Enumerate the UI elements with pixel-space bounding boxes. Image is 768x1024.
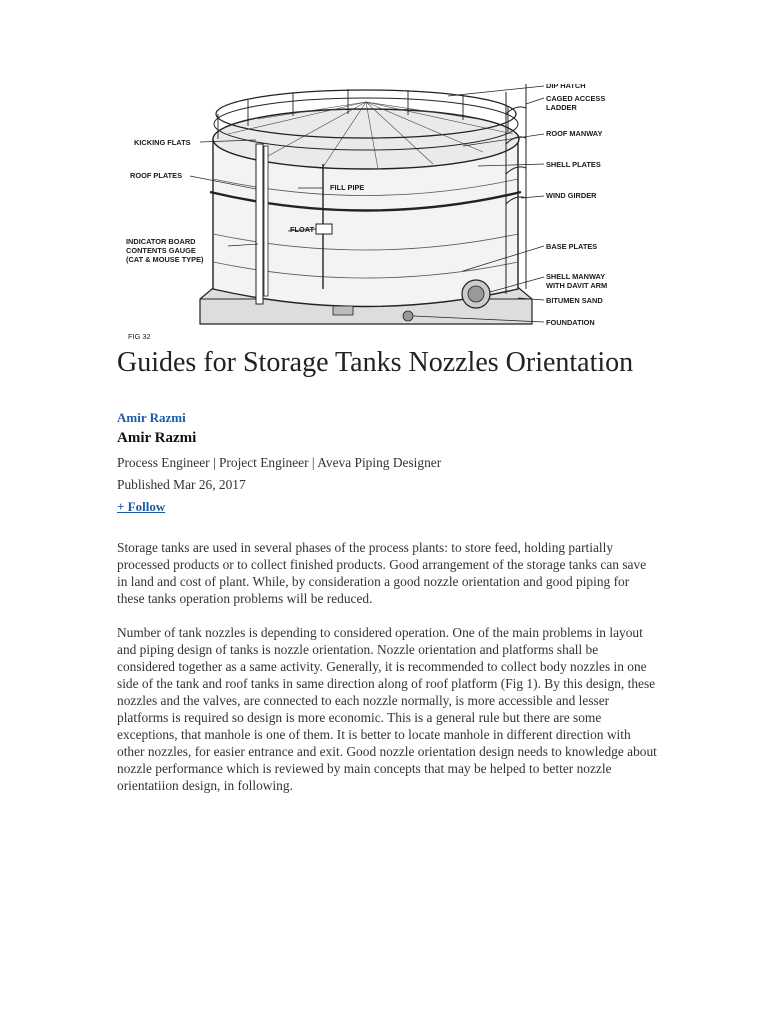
label-caged-access-ladder: CAGED ACCESS — [546, 94, 606, 103]
label-fill-pipe: FILL PIPE — [330, 183, 365, 192]
label-shell-plates: SHELL PLATES — [546, 160, 601, 169]
label-roof-manway: ROOF MANWAY — [546, 129, 603, 138]
label-float: FLOAT — [290, 225, 315, 234]
paragraph: Storage tanks are used in several phases of the process plants: to store feed, holding partially processed products or to collect finished products. Good arrangement of the storage tanks can save in land and cost of plant. While, by consideration a good nozzle orientation and good piping for these tanks operation problems will be reduced. — [117, 540, 647, 606]
article-title: Guides for Storage Tanks Nozzles Orientation — [117, 347, 634, 378]
label-shell-manway-2: WITH DAVIT ARM — [546, 281, 608, 290]
storage-tank-figure — [118, 84, 634, 342]
label-fig-number: FIG 32 — [128, 332, 151, 341]
label-kicking-flats: KICKING FLATS — [134, 138, 191, 147]
storage-tank-diagram — [118, 84, 634, 342]
paragraph: Number of tank nozzles is depending to considered operation. One of the main problems in layout and piping design of tanks is nozzle orientation. Nozzle orientation and platforms shall be considered together as a same activity. Generally, it is recommended to collect body nozzles in one side of the tank and roof tanks in same direction along of roof platform (Fig 1). By this design, these nozzles and the valves, are connected to each nozzle normally, is more accessible and lesser platforms is required so design is more economic. This is a general rule but there are some exceptions, that manhole is one of them. It is better to locate manhole in different direction with other nozzles, for easier entrance and exit. Good nozzle orientation design needs to knowledge about nozzle performance which is reviewed by main concepts that may be helped to better nozzle orientatiion design, in following. — [117, 625, 657, 793]
follow-link[interactable]: + Follow — [117, 499, 166, 514]
label-contents-gauge: CONTENTS GAUGE — [126, 246, 196, 255]
author-headline: Process Engineer | Project Engineer | Aveva Piping Designer — [117, 455, 442, 470]
article — [117, 345, 657, 794]
label-caged-access-ladder-2: LADDER — [546, 103, 577, 112]
label-roof-plates: ROOF PLATES — [130, 171, 183, 180]
label-wind-girder: WIND GIRDER — [546, 191, 597, 200]
label-bitumen-sand: BITUMEN SAND — [546, 296, 603, 305]
label-foundation: FOUNDATION — [546, 318, 595, 327]
label-base-plates: BASE PLATES — [546, 242, 598, 251]
label-indicator-board: INDICATOR BOARD — [126, 237, 196, 246]
published-date: Published Mar 26, 2017 — [117, 477, 246, 492]
label-shell-manway: SHELL MANWAY — [546, 272, 606, 281]
author-link[interactable]: Amir Razmi — [117, 410, 186, 425]
label-dip-hatch: DIP HATCH — [546, 84, 586, 90]
author-name: Amir Razmi — [117, 430, 197, 446]
label-cat-mouse-type: (CAT & MOUSE TYPE) — [126, 255, 204, 264]
